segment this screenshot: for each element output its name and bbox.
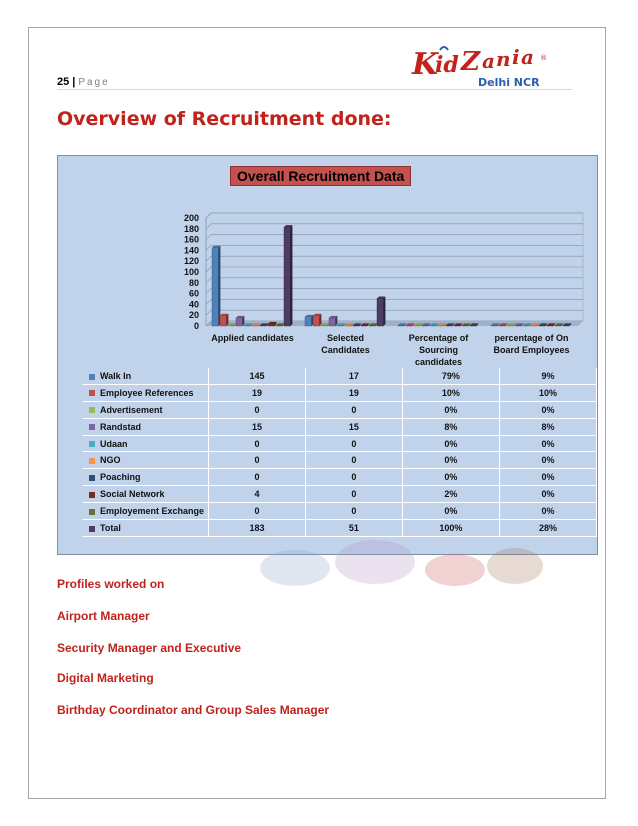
chart-bar — [305, 317, 311, 326]
chart-bar — [414, 325, 420, 326]
svg-text:id: id — [435, 52, 459, 78]
table-cell-value: 0% — [499, 435, 596, 452]
chart-bar — [398, 325, 404, 326]
svg-text:K: K — [412, 47, 439, 82]
table-cell-value: 100% — [402, 520, 499, 537]
table-cell-value: 0% — [402, 503, 499, 520]
y-tick-label: 60 — [188, 288, 199, 299]
table-row — [83, 401, 597, 418]
chart-bar — [321, 325, 327, 326]
table-row — [83, 469, 597, 486]
chart-bar — [470, 325, 476, 326]
chart-bar — [515, 325, 521, 326]
svg-text:a: a — [482, 49, 495, 73]
profile-item: Security Manager and Executive — [57, 641, 242, 655]
table-cell-value: 0% — [499, 503, 596, 520]
table-cell-value: 28% — [499, 520, 596, 537]
page-number-value: 25 — [57, 76, 70, 88]
table-cell-value: 51 — [305, 520, 402, 537]
chart-bar — [345, 325, 351, 326]
chart-bar — [276, 325, 282, 326]
legend-swatch — [89, 475, 95, 481]
table-cell-value: 15 — [209, 418, 306, 435]
series-name: Advertisement — [100, 404, 163, 415]
table-cell-value: 0% — [402, 435, 499, 452]
chart-bar — [337, 325, 343, 326]
table-row — [83, 384, 597, 401]
series-legend-label — [83, 368, 209, 384]
x-category-label: Selected — [326, 333, 365, 343]
plot-wall — [206, 213, 583, 326]
table-cell-value: 0% — [499, 452, 596, 469]
svg-text:a: a — [521, 45, 534, 69]
chart-bar — [220, 316, 226, 326]
table-cell-value: 17 — [305, 368, 402, 384]
series-legend-label — [83, 384, 209, 401]
x-category-label: Candidates — [321, 345, 370, 355]
chart-plot — [58, 156, 599, 368]
chart-bar — [284, 227, 290, 326]
profiles-heading: Profiles worked on — [57, 577, 165, 591]
table-cell-value: 2% — [402, 486, 499, 503]
table-cell-value: 79% — [402, 368, 499, 384]
table-cell-value: 10% — [499, 384, 596, 401]
x-category-label: Board Employees — [493, 345, 570, 355]
chart-bar — [268, 324, 274, 326]
chart-bar — [406, 325, 412, 326]
svg-text:i: i — [512, 45, 520, 69]
table-cell-value: 8% — [402, 418, 499, 435]
chart-bar — [430, 325, 436, 326]
table-cell-value: 0 — [305, 401, 402, 418]
chart-bar — [523, 325, 529, 326]
table-cell-value: 0 — [209, 452, 306, 469]
x-category-label: Applied candidates — [211, 333, 294, 343]
table-cell-value: 8% — [499, 418, 596, 435]
series-legend-label — [83, 520, 209, 537]
y-tick-label: 100 — [183, 267, 199, 277]
profile-item: Digital Marketing — [57, 671, 154, 685]
table-cell-value: 15 — [305, 418, 402, 435]
series-name: Employement Exchange — [100, 506, 205, 517]
svg-text:n: n — [496, 47, 511, 71]
table-cell-value: 0 — [209, 401, 306, 418]
y-tick-label: 140 — [183, 245, 199, 256]
x-category-label: Percentage of — [408, 333, 469, 343]
series-name: Randstad — [100, 421, 142, 432]
chart-bar — [539, 325, 545, 326]
table-cell-value: 0% — [402, 469, 499, 486]
chart-bar — [377, 298, 383, 326]
series-legend-label — [83, 469, 209, 486]
table-row — [83, 368, 597, 384]
chart-title: Overall Recruitment Data — [230, 166, 411, 186]
table-cell-value: 19 — [305, 384, 402, 401]
y-tick-label: 80 — [188, 277, 199, 288]
chart-bar — [462, 325, 468, 326]
background-illustration — [255, 540, 555, 590]
x-category-label: Sourcing — [418, 345, 459, 355]
table-row — [83, 452, 597, 469]
table-cell-value: 0% — [402, 401, 499, 418]
x-category-label: candidates — [414, 357, 463, 367]
chart-bar — [499, 325, 505, 326]
y-tick-label: 20 — [188, 310, 199, 321]
legend-swatch — [89, 492, 95, 498]
table-cell-value: 145 — [209, 368, 306, 384]
kidzania-logo — [410, 42, 580, 92]
table-cell-value: 183 — [209, 520, 306, 537]
chart-bar — [555, 325, 561, 326]
y-tick-label: 40 — [188, 299, 199, 310]
y-tick-label: 160 — [183, 234, 199, 245]
chart-bar — [446, 325, 452, 326]
chart-bar-side — [319, 314, 321, 326]
svg-text:Z: Z — [461, 47, 480, 77]
table-cell-value: 0 — [209, 503, 306, 520]
chart-bar-side — [226, 314, 228, 326]
series-legend-label — [83, 486, 209, 503]
series-legend-label — [83, 401, 209, 418]
table-row — [83, 503, 597, 520]
series-name: Total — [100, 522, 121, 533]
y-tick-label: 180 — [183, 223, 199, 234]
table-cell-value: 9% — [499, 368, 596, 384]
chart-bar — [329, 318, 335, 326]
series-name: Employee References — [100, 387, 194, 398]
chart-bar — [507, 325, 513, 326]
series-legend-label — [83, 452, 209, 469]
table-cell-value: 0 — [209, 435, 306, 452]
chart-bar — [252, 325, 258, 326]
table-cell-value: 19 — [209, 384, 306, 401]
page-word: Page — [78, 77, 110, 88]
table-cell-value: 0 — [209, 469, 306, 486]
series-name: Walk In — [100, 370, 132, 381]
chart-bar — [563, 325, 569, 326]
page-number — [57, 76, 110, 88]
table-cell-value: 0% — [499, 486, 596, 503]
legend-swatch — [89, 390, 95, 396]
chart-bar — [236, 318, 242, 326]
legend-swatch — [89, 526, 95, 532]
chart-bar-side — [218, 246, 220, 326]
chart-bar — [228, 325, 234, 326]
table-cell-value: 0 — [305, 486, 402, 503]
page-number-separator: | — [72, 76, 76, 88]
table-cell-value: 0 — [305, 469, 402, 486]
series-name: NGO — [100, 455, 121, 466]
series-name: Poaching — [100, 472, 141, 483]
logo-region: Delhi NCR — [478, 76, 540, 89]
table-cell-value: 0 — [305, 435, 402, 452]
x-category-label: percentage of On — [494, 333, 569, 343]
recruitment-chart — [57, 155, 598, 555]
chart-bar — [353, 325, 359, 326]
legend-swatch — [89, 509, 95, 515]
chart-bar — [438, 325, 444, 326]
chart-bar — [313, 316, 319, 326]
chart-bar-side — [290, 225, 292, 326]
table-cell-value: 4 — [209, 486, 306, 503]
y-tick-label: 0 — [193, 321, 199, 331]
series-name: Social Network — [100, 489, 165, 500]
legend-swatch — [89, 458, 95, 464]
legend-swatch — [89, 424, 95, 430]
page-title: Overview of Recruitment done: — [57, 108, 392, 130]
chart-bar — [244, 325, 250, 326]
series-legend-label — [83, 503, 209, 520]
table-cell-value: 0% — [402, 452, 499, 469]
chart-bar — [547, 325, 553, 326]
chart-bar — [212, 248, 218, 326]
table-cell-value: 0 — [305, 452, 402, 469]
table-cell-value: 10% — [402, 384, 499, 401]
profile-item: Birthday Coordinator and Group Sales Manager — [57, 703, 330, 717]
table-row — [83, 418, 597, 435]
chart-bar — [491, 325, 497, 326]
chart-bar — [454, 325, 460, 326]
chart-bar-side — [383, 296, 385, 326]
chart-data-table — [83, 368, 597, 537]
table-row — [83, 520, 597, 537]
profile-item: Airport Manager — [57, 609, 150, 623]
y-tick-label: 200 — [183, 213, 199, 223]
series-legend-label — [83, 435, 209, 452]
table-cell-value: 0% — [499, 401, 596, 418]
table-row — [83, 486, 597, 503]
legend-swatch — [89, 374, 95, 380]
chart-bar — [422, 325, 428, 326]
series-legend-label — [83, 418, 209, 435]
chart-bar — [531, 325, 537, 326]
table-cell-value: 0% — [499, 469, 596, 486]
chart-bar — [260, 325, 266, 326]
chart-bar — [369, 325, 375, 326]
table-cell-value: 0 — [305, 503, 402, 520]
y-tick-label: 120 — [183, 256, 199, 267]
svg-text:®: ® — [540, 54, 547, 62]
table-row — [83, 435, 597, 452]
series-name: Udaan — [100, 438, 128, 449]
legend-swatch — [89, 407, 95, 413]
legend-swatch — [89, 441, 95, 447]
chart-bar — [361, 325, 367, 326]
